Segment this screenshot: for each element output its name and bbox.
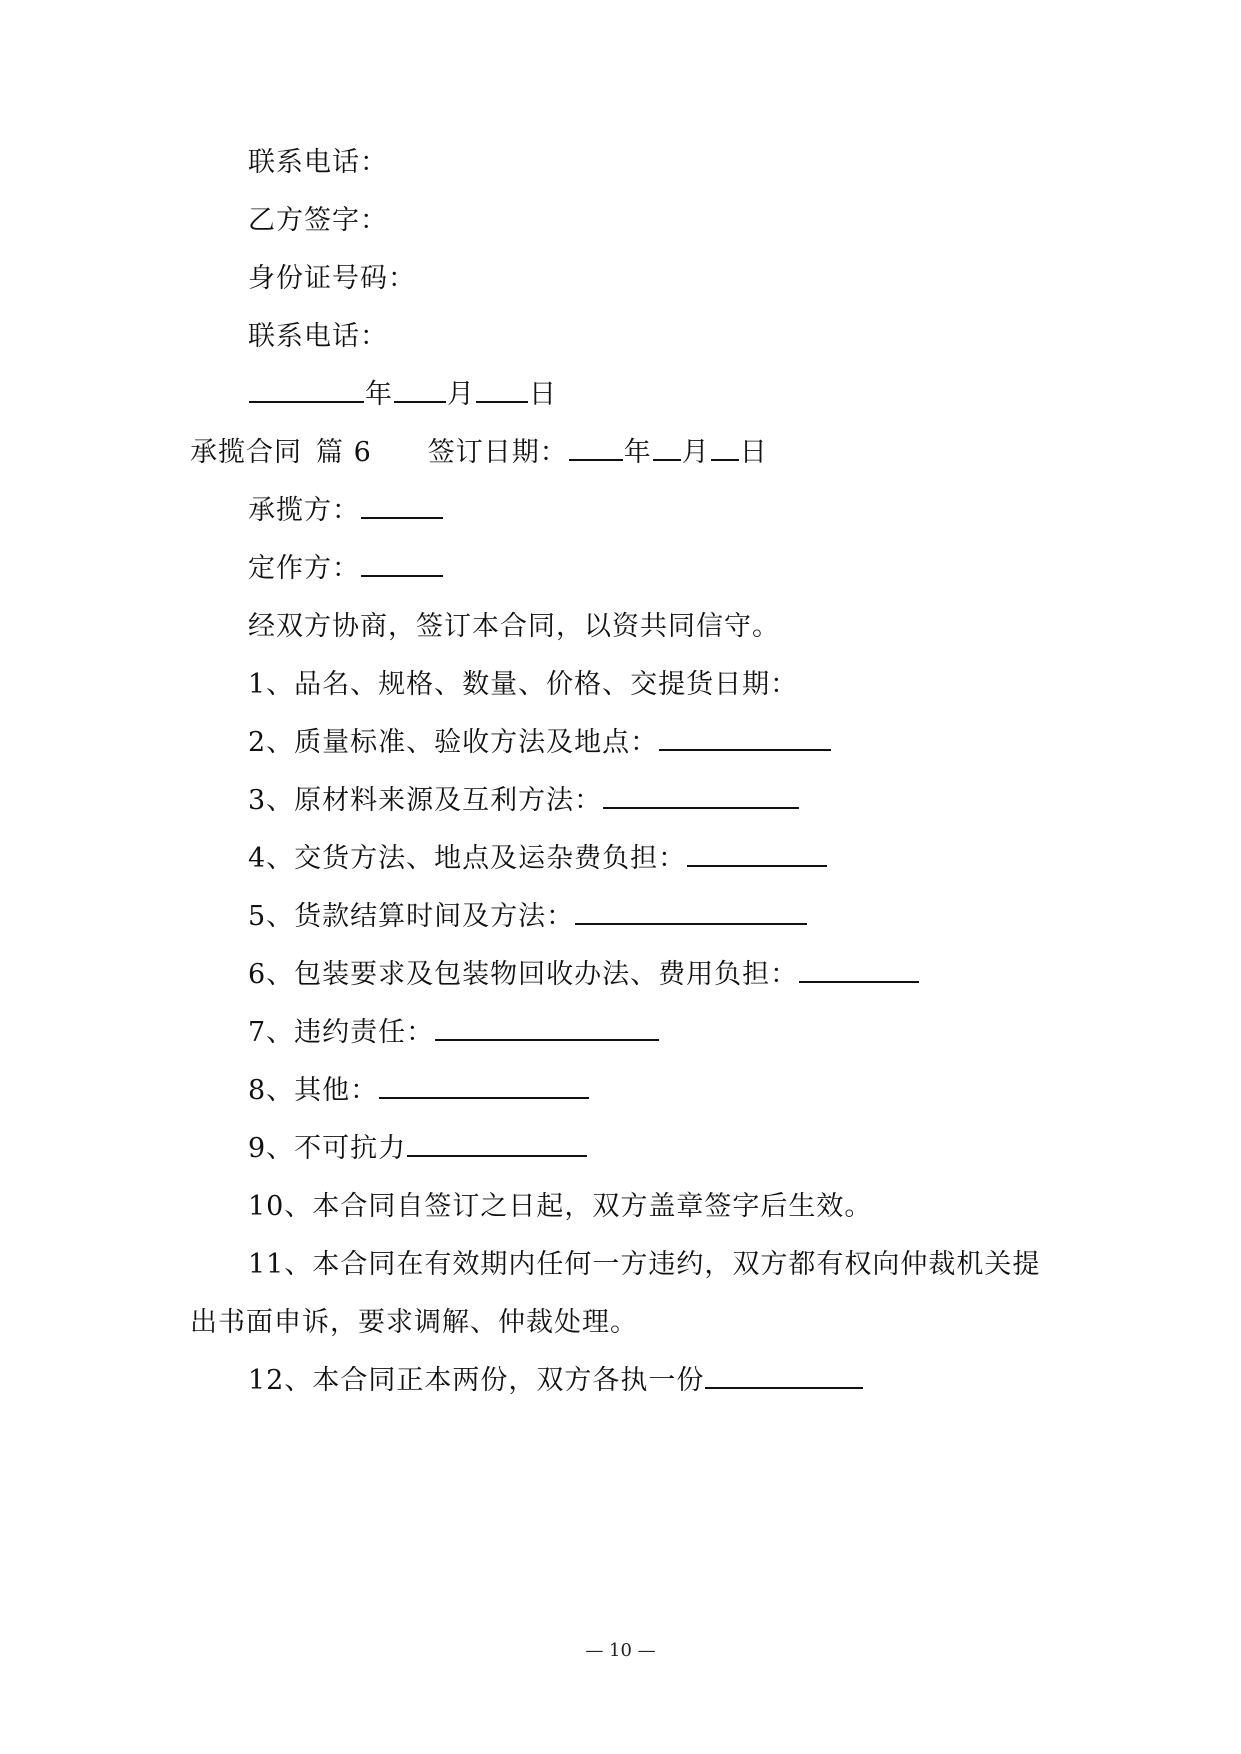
clause-7-blank — [435, 1015, 659, 1041]
phone-label-2: 联系电话： — [248, 321, 388, 352]
clause-12 — [248, 1361, 864, 1401]
clause-1: 1、品名、规格、数量、价格、交提货日期： — [248, 669, 799, 700]
contract-chapter: 篇 6 — [316, 437, 372, 468]
date-month-label: 月 — [447, 379, 475, 410]
clause-3 — [248, 781, 800, 821]
contractor-label: 承揽方： — [248, 495, 360, 526]
sign-day-blank — [711, 435, 739, 461]
clause-9-blank — [407, 1131, 587, 1157]
clause-6 — [248, 955, 920, 995]
clause-4-blank — [687, 841, 827, 867]
id-number-label: 身份证号码： — [248, 263, 416, 294]
day-blank — [476, 377, 528, 403]
phone-label-1: 联系电话： — [248, 147, 388, 178]
sign-date-day: 日 — [739, 437, 768, 468]
date-day-label: 日 — [529, 379, 557, 410]
orderer-label: 定作方： — [248, 553, 360, 584]
sign-date-year: 年 — [623, 437, 652, 468]
sign-month-blank — [653, 435, 681, 461]
clause-7-text: 7、违约责任： — [248, 1017, 435, 1048]
clause-11-line-1: 11、本合同在有效期内任何一方违约，双方都有权向仲裁机关提 — [248, 1249, 1041, 1280]
clause-5-blank — [575, 899, 807, 925]
clause-3-text: 3、原材料来源及互利方法： — [248, 785, 603, 816]
clause-4-text: 4、交货方法、地点及运杂费负担： — [248, 843, 687, 874]
clause-5 — [248, 897, 808, 937]
year-blank — [249, 377, 364, 403]
orderer-line — [248, 549, 444, 589]
orderer-blank — [361, 551, 443, 577]
contractor-line — [248, 491, 444, 531]
clause-2-blank — [659, 725, 831, 751]
clause-12-blank — [705, 1363, 863, 1389]
clause-8 — [248, 1071, 590, 1111]
clause-8-blank — [379, 1073, 589, 1099]
clause-6-text: 6、包装要求及包装物回收办法、费用负担： — [248, 959, 799, 990]
date-year-label: 年 — [365, 379, 393, 410]
clause-10: 10、本合同自签订之日起，双方盖章签字后生效。 — [248, 1191, 873, 1222]
clause-5-text: 5、货款结算时间及方法： — [248, 901, 575, 932]
clause-3-blank — [603, 783, 799, 809]
page-number: — 10 — — [585, 1640, 656, 1661]
contract-title: 承揽合同 — [190, 437, 302, 468]
clause-12-text: 12、本合同正本两份，双方各执一份 — [248, 1365, 705, 1396]
party-b-sign-label: 乙方签字： — [248, 205, 388, 236]
clause-9 — [248, 1129, 588, 1169]
clause-2 — [248, 723, 832, 763]
sign-date-label: 签订日期： — [427, 437, 568, 468]
clause-7 — [248, 1013, 660, 1053]
clause-4 — [248, 839, 828, 879]
month-blank — [394, 377, 446, 403]
contract-heading-line — [190, 433, 768, 473]
contractor-blank — [361, 493, 443, 519]
clause-2-text: 2、质量标准、验收方法及地点： — [248, 727, 659, 758]
signature-date-line — [248, 375, 557, 415]
clause-8-text: 8、其他： — [248, 1075, 379, 1106]
sign-year-blank — [569, 435, 623, 461]
clause-6-blank — [799, 957, 919, 983]
intro-text: 经双方协商，签订本合同，以资共同信守。 — [248, 611, 780, 642]
clause-9-text: 9、不可抗力 — [248, 1133, 407, 1164]
clause-11-line-2: 出书面申诉，要求调解、仲裁处理。 — [190, 1307, 638, 1338]
sign-date-month: 月 — [681, 437, 710, 468]
